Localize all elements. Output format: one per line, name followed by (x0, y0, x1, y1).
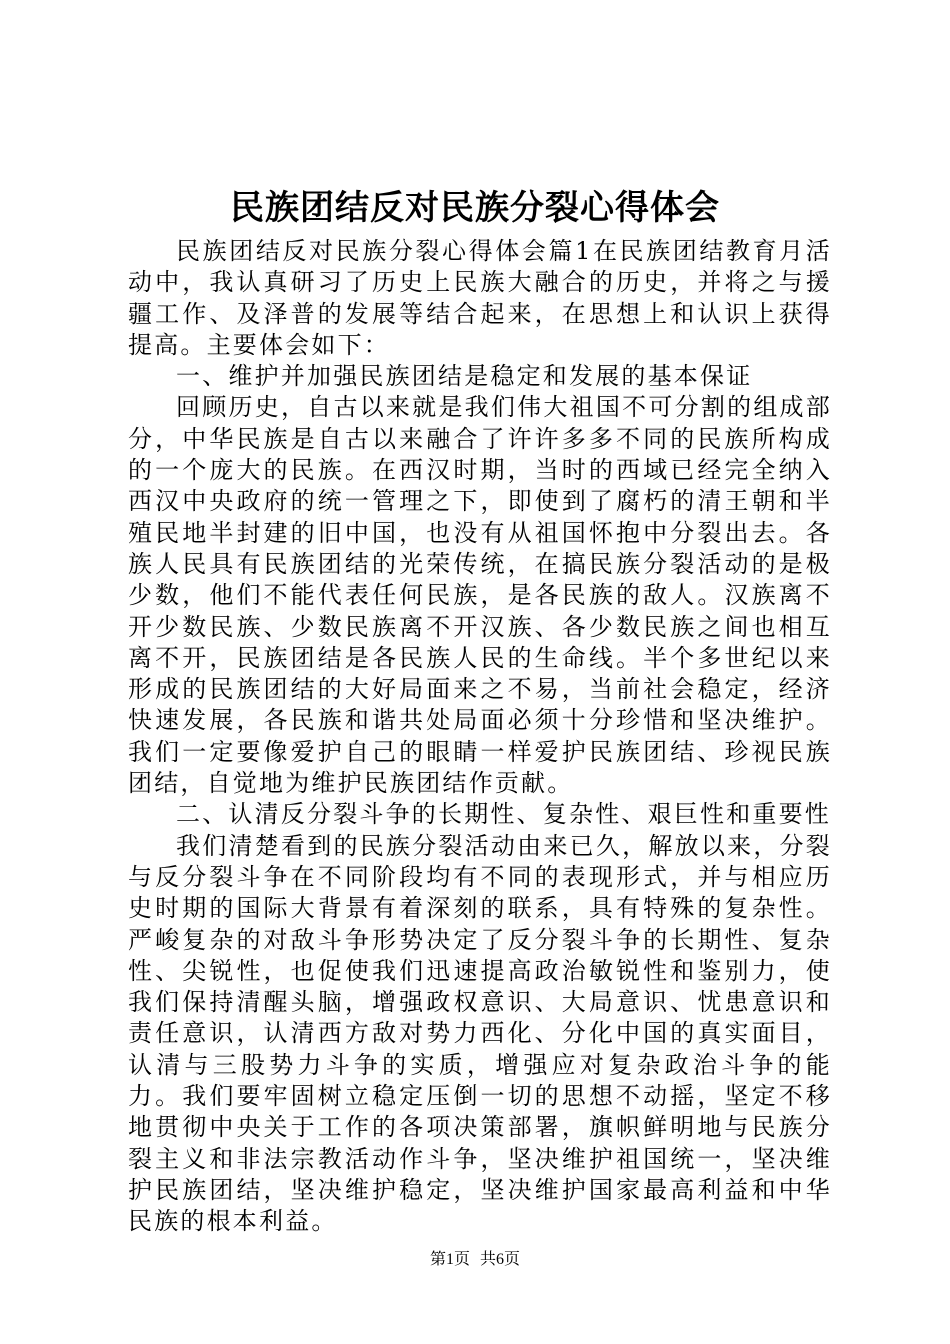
document-body (128, 236, 832, 1238)
page-number: 第1页 (429, 1251, 470, 1268)
section-heading-2: 二、认清反分裂斗争的长期性、复杂性、艰巨性和重要性 (176, 800, 831, 829)
page-total: 共6页 (480, 1251, 521, 1268)
section-heading-1: 一、维护并加强民族团结是稳定和发展的基本保证 (176, 362, 753, 391)
document-title: 民族团结反对民族分裂心得体会 (230, 188, 720, 228)
page-footer (0, 1248, 950, 1272)
section-1-paragraph: 回顾历史，自古以来就是我们伟大祖国不可分割的组成部分，中华民族是自古以来融合了许许多多不同的民族所构成的一个庞大的民族。在西汉时期，当时的西域已经完全纳入西汉中央政府的统一管理之下，即使到了腐朽的清王朝和半殖民地半封建的旧中国，也没有从祖国怀抱中分裂出去。各族人民具有民族团结的光荣传统，在搞民族分裂活动的是极少数，他们不能代表任何民族，是各民族的敌人。汉族离不开少数民族、少数民族离不开汉族、各少数民族之间也相互离不开，民族团结是各民族人民的生命线。半个多世纪以来形成的民族团结的大好局面来之不易，当前社会稳定，经济快速发展，各民族和谐共处局面必须十分珍惜和坚决维护。我们一定要像爱护自己的眼睛一样爱护民族团结、珍视民族团结，自觉地为维护民族团结作贡献。 (128, 393, 832, 798)
intro-paragraph: 民族团结反对民族分裂心得体会篇1在民族团结教育月活动中，我认真研习了历史上民族大融合的历史，并将之与援疆工作、及泽普的发展等结合起来，在思想上和认识上获得提高。主要体会如下： (128, 237, 832, 359)
section-2-paragraph: 我们清楚看到的民族分裂活动由来已久，解放以来，分裂与反分裂斗争在不同阶段均有不同的表现形式，并与相应历史时期的国际大背景有着深刻的联系，具有特殊的复杂性。严峻复杂的对敌斗争形势决定了反分裂斗争的长期性、复杂性、尖锐性，也促使我们迅速提高政治敏锐性和鉴别力，使我们保持清醒头脑，增强政权意识、大局意识、忧患意识和责任意识，认清西方敌对势力西化、分化中国的真实面目，认清与三股势力斗争的实质，增强应对复杂政治斗争的能力。我们要牢固树立稳定压倒一切的思想不动摇，坚定不移地贯彻中央关于工作的各项决策部署，旗帜鲜明地与民族分裂主义和非法宗教活动作斗争，坚决维护祖国统一，坚决维护民族团结，坚决维护稳定，坚决维护国家最高利益和中华民族的根本利益。 (128, 831, 832, 1236)
